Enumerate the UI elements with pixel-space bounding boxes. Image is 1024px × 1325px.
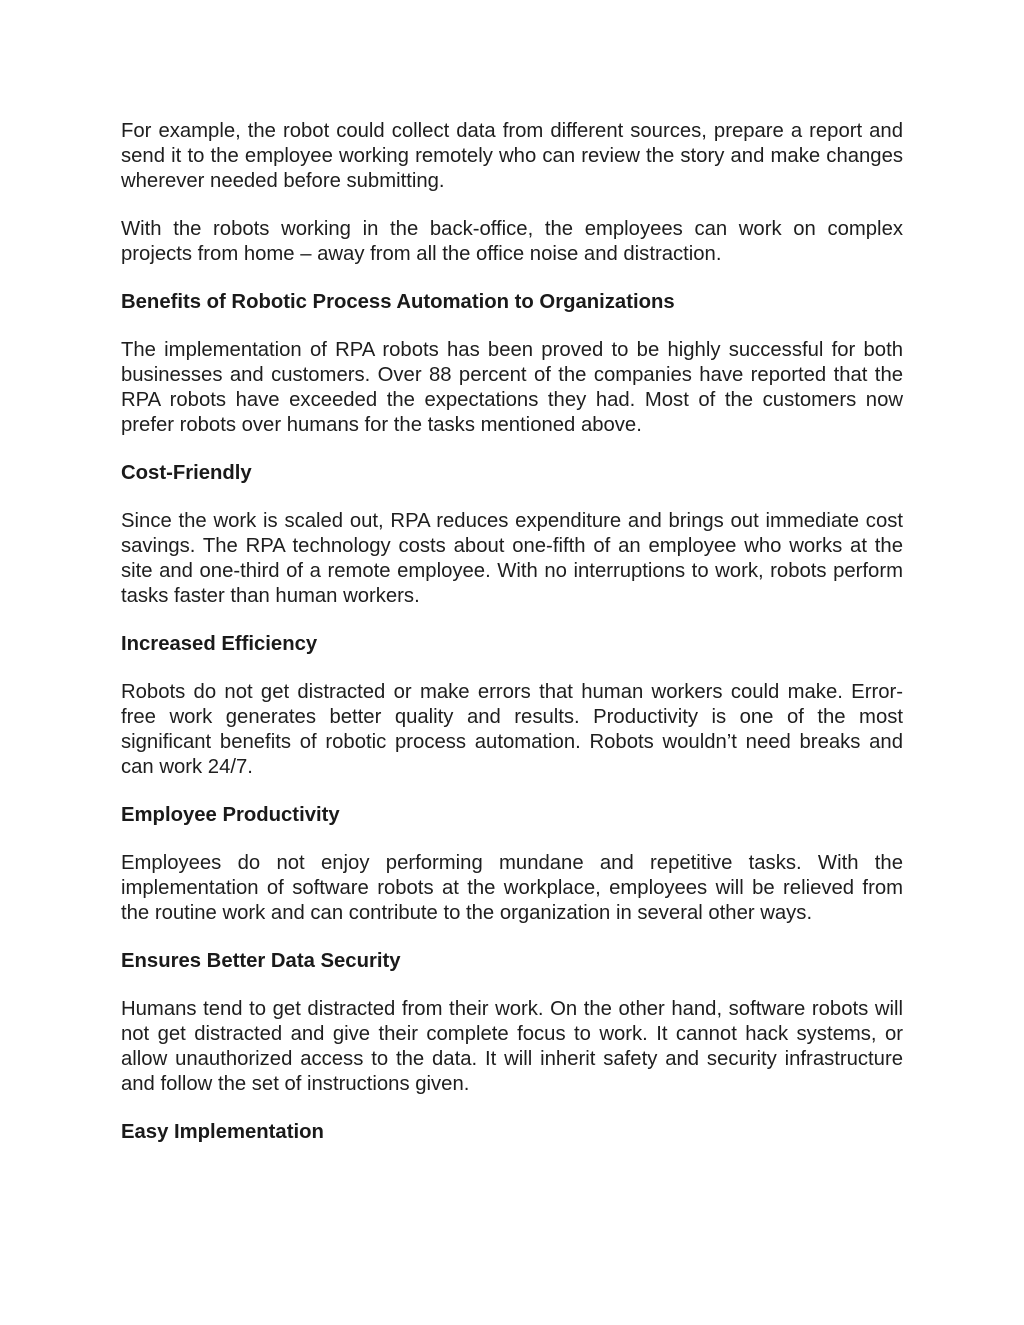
heading-increased-efficiency: Increased Efficiency — [121, 633, 318, 655]
paragraph-rpa-success: The implementation of RPA robots has been proved to be highly successful for both businesses and customers. Over 88 percent of the companies have reported that the RPA robots have exceeded the expectations they had. Most of the customers now prefer robots over humans for the tasks mentioned above. — [121, 339, 903, 436]
heading-employee-productivity: Employee Productivity — [121, 804, 340, 826]
heading-data-security: Ensures Better Data Security — [121, 950, 401, 972]
heading-easy-implementation: Easy Implementation — [121, 1121, 324, 1143]
paragraph-repetitive-tasks: Employees do not enjoy performing mundane and repetitive tasks. With the implementation of software robots at the workplace, employees will be relieved from the routine work and can contribute to the organization in several other ways. — [121, 852, 903, 924]
paragraph-error-free-work: Robots do not get distracted or make errors that human workers could make. Error-free work generates better quality and results. Productivity is one of the most significant benefits of robotic process automation. Robots wouldn’t need breaks and can work 24/7. — [121, 681, 903, 778]
paragraph-cost-savings: Since the work is scaled out, RPA reduces expenditure and brings out immediate cost savings. The RPA technology costs about one-fifth of an employee who works at the site and one-third of a remote employee. With no interruptions to work, robots perform tasks faster than human workers. — [121, 510, 903, 607]
paragraph-security-focus: Humans tend to get distracted from their work. On the other hand, software robots will not get distracted and give their complete focus to work. It cannot hack systems, or allow unauthorized access to the data. It will inherit safety and security infrastructure and follow the set of instructions given. — [121, 998, 903, 1095]
paragraph-back-office-robots: With the robots working in the back-office, the employees can work on complex projects from home – away from all the office noise and distraction. — [121, 218, 903, 265]
heading-benefits-of-rpa: Benefits of Robotic Process Automation to Organizations — [121, 291, 675, 313]
heading-cost-friendly: Cost-Friendly — [121, 462, 252, 484]
document-page — [121, 119, 903, 1168]
paragraph-remote-report-example: For example, the robot could collect data from different sources, prepare a report and send it to the employee working remotely who can review the story and make changes wherever needed before submitting. — [121, 120, 903, 192]
